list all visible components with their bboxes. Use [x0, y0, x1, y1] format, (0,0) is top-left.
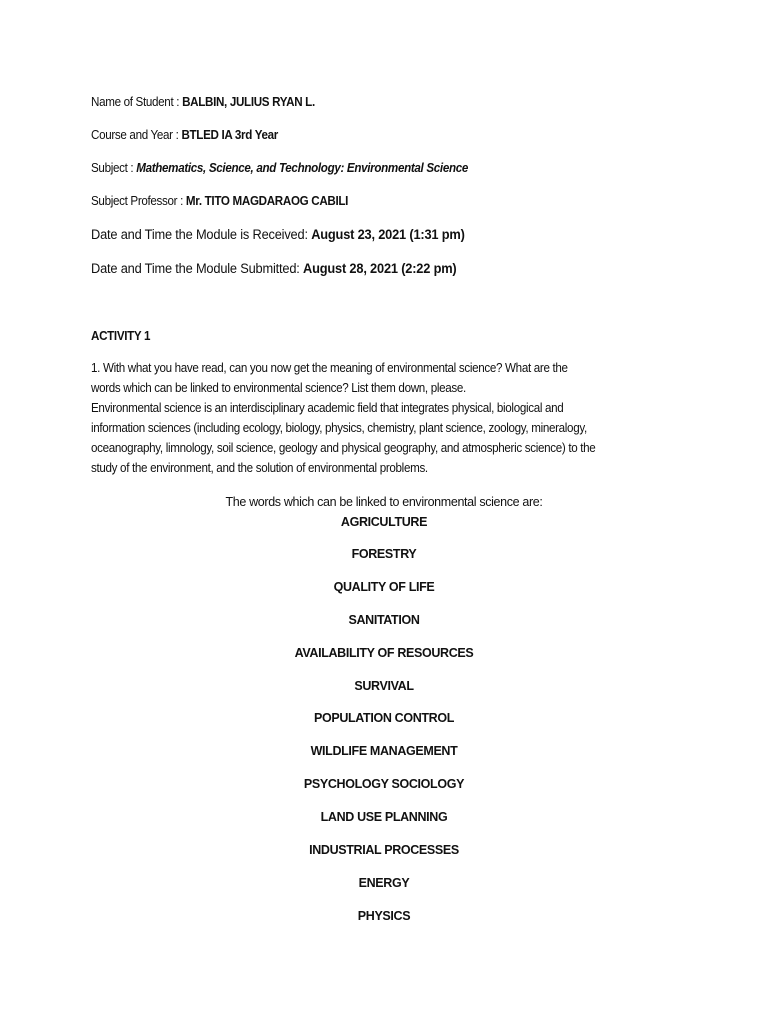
answer-line: Environmental science is an interdisciplinary academic field that integrates physical, biological and	[91, 401, 564, 415]
submitted-label: Date and Time the Module Submitted:	[91, 261, 304, 276]
received-value: August 23, 2021 (1:31 pm)	[311, 227, 465, 242]
professor-label: Subject Professor :	[91, 194, 186, 208]
student-name-label: Name of Student :	[91, 95, 183, 109]
answer-line: study of the environment, and the solution of environmental problems.	[91, 461, 428, 475]
subject-line	[91, 160, 468, 176]
student-name-value: BALBIN, JULIUS RYAN L.	[182, 95, 315, 109]
subject-label: Subject :	[91, 161, 137, 175]
course-year-value: BTLED IA 3rd Year	[181, 128, 278, 142]
word-item: WILDLIFE MANAGEMENT	[310, 744, 458, 758]
received-line	[91, 227, 465, 243]
word-item: QUALITY OF LIFE	[333, 580, 435, 594]
word-item: PHYSICS	[357, 909, 411, 923]
answer-line: information sciences (including ecology, biology, physics, chemistry, plant science, zoology, mineralogy,	[91, 421, 587, 435]
word-item: INDUSTRIAL PROCESSES	[309, 843, 459, 857]
student-name-line	[91, 94, 315, 110]
question-line: words which can be linked to environmental science? List them down, please.	[91, 381, 466, 395]
word-item: FORESTRY	[351, 547, 417, 561]
submitted-line	[91, 261, 457, 277]
words-intro: The words which can be linked to environmental science are:	[225, 495, 543, 509]
word-item: SANITATION	[348, 613, 420, 627]
word-item: AGRICULTURE	[340, 515, 428, 529]
professor-line	[91, 193, 348, 209]
professor-value: Mr. TITO MAGDARAOG CABILI	[185, 194, 349, 208]
course-year-label: Course and Year :	[91, 128, 182, 142]
word-item: LAND USE PLANNING	[320, 810, 448, 824]
answer-line: oceanography, limnology, soil science, geology and physical geography, and atmospheric science) to the	[91, 441, 596, 455]
question-line: 1. With what you have read, can you now get the meaning of environmental science? What are the	[91, 361, 568, 375]
word-item: ENERGY	[358, 876, 410, 890]
submitted-value: August 28, 2021 (2:22 pm)	[303, 261, 457, 276]
word-item: AVAILABILITY OF RESOURCES	[294, 646, 474, 660]
word-item: PSYCHOLOGY SOCIOLOGY	[303, 777, 465, 791]
activity-title: ACTIVITY 1	[91, 329, 151, 343]
received-label: Date and Time the Module is Received:	[91, 227, 312, 242]
course-year-line	[91, 127, 278, 143]
word-item: POPULATION CONTROL	[314, 711, 454, 725]
activity-body	[91, 358, 668, 478]
word-item: SURVIVAL	[354, 679, 414, 693]
subject-value: Mathematics, Science, and Technology: Environmental Science	[136, 161, 469, 175]
